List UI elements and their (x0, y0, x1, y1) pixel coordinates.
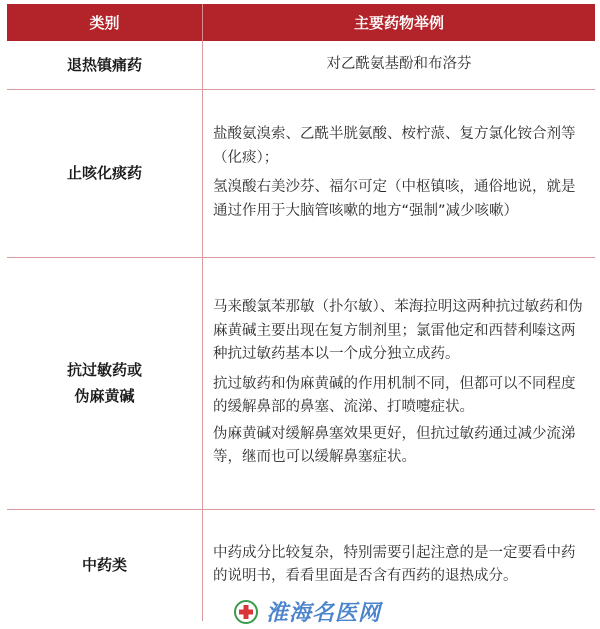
header-category: 类别 (7, 4, 203, 41)
examples-cell (203, 89, 596, 257)
drug-table (7, 4, 595, 621)
category-cell (7, 89, 203, 257)
example-paragraph: 对乙酰氨基酚和布洛芬 (326, 56, 472, 72)
watermark-text: 淮海名医网 (266, 600, 382, 626)
category-label: 退热镇痛药 (66, 55, 142, 74)
category-cell (7, 509, 203, 621)
table-header-row (7, 4, 595, 41)
example-paragraph: 抗过敏药和伪麻黄碱的作用机制不同，但都可以不同程度的缓解鼻部的鼻塞、流涕、打喷嚏症状。 (213, 375, 576, 416)
table-row (7, 41, 595, 89)
table-row (7, 257, 595, 509)
examples-cell (203, 41, 596, 89)
category-cell (7, 257, 203, 509)
table-row (7, 89, 595, 257)
example-paragraph: 中药成分比较复杂，特别需要引起注意的是一定要看中药的说明书，看看里面是否含有西药的退热成分。 (213, 544, 576, 585)
medical-cross-logo-icon (232, 599, 260, 625)
example-paragraph: 氢溴酸右美沙芬、福尔可定（中枢镇咳，通俗地说，就是通过作用于大脑管咳嗽的地方“强制”减少咳嗽） (213, 179, 576, 219)
header-examples: 主要药物举例 (203, 4, 596, 41)
examples-cell (203, 257, 596, 509)
category-label-line: 抗过敏药或 (66, 361, 142, 379)
watermark (232, 596, 381, 627)
example-paragraph: 盐酸氨溴索、乙酰半胱氨酸、桉柠蒎、复方氯化铵合剂等（化痰）； (213, 126, 576, 166)
category-label: 止咳化痰药 (66, 164, 142, 182)
category-label-line: 伪麻黄碱 (74, 387, 135, 405)
example-paragraph: 伪麻黄碱对缓解鼻塞效果更好，但抗过敏药通过减少流涕等，继而也可以缓解鼻塞症状。 (213, 425, 576, 466)
category-label: 中药类 (81, 556, 127, 575)
example-paragraph: 马来酸氯苯那敏（扑尔敏）、苯海拉明这两种抗过敏药和伪麻黄碱主要出现在复方制剂里；氯雷他定和西替利嗪这两种抗过敏药基本以一个成分独立成药。 (213, 299, 583, 363)
category-cell (7, 41, 203, 89)
